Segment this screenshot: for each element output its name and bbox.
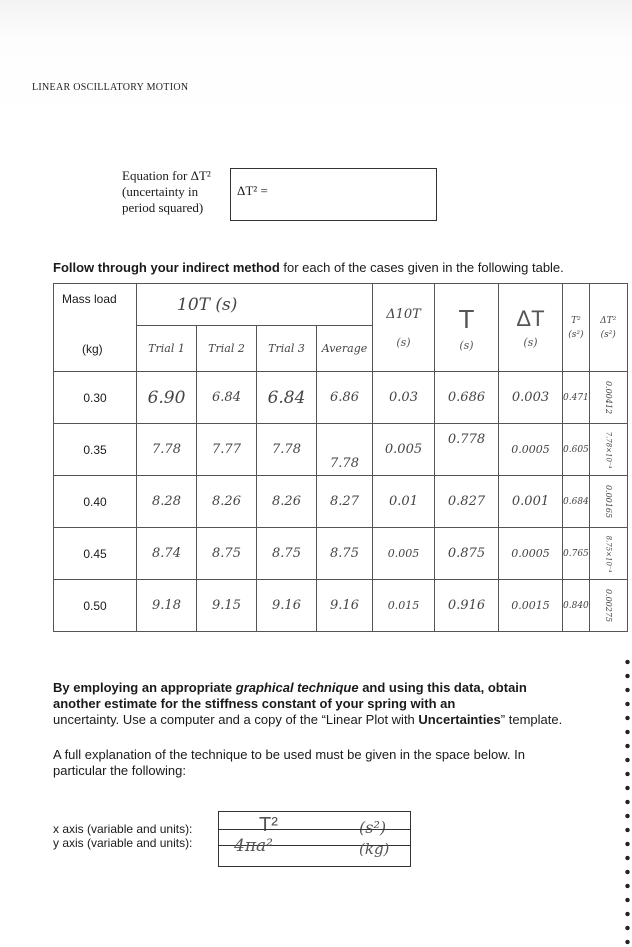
header-delta-T [499,284,563,372]
header-10T: 10T (s) [137,284,373,326]
equation-box-text: ΔT² = [237,183,268,198]
T2-cell: 0.684 [563,476,590,528]
trial-2-cell: 7.77 [197,424,257,476]
delta-10T-cell: 0.015 [373,580,435,632]
delta-10T-cell: 0.005 [373,528,435,580]
delta-T2-unit: (s²) [600,329,616,340]
equation-box[interactable] [230,168,437,221]
delta-T2-cell [589,476,627,528]
trial-3-cell: 7.78 [257,424,317,476]
x-axis-units: (s²) [359,818,387,837]
mass-cell: 0.40 [54,476,137,528]
T-cell: 0.827 [435,476,499,528]
table-row [54,580,628,632]
trial-1-cell: 9.18 [137,580,197,632]
T-unit: (s) [459,338,474,352]
mass-cell: 0.35 [54,424,137,476]
header-delta-T2 [589,284,627,372]
para1-bold: Uncertainties [418,712,501,727]
average-cell: 8.27 [317,476,373,528]
delta-T2-value: 7.78×10⁻⁴ [604,431,613,468]
header-mass-load [54,284,137,372]
delta-T2-value: 0.00275 [603,588,613,622]
para1-part3: uncertainty. Use a computer and a copy of the “Linear Plot with [53,712,419,727]
header-T2 [563,284,590,372]
x-axis-variable: T² [259,814,278,836]
table-row [54,476,628,528]
table-instruction [53,260,613,275]
average-cell: 9.16 [317,580,373,632]
T2-label: T² [571,315,581,326]
T-cell: 0.686 [435,372,499,424]
delta-T-cell: 0.001 [499,476,563,528]
header-T [435,284,499,372]
table-row [54,424,628,476]
instruction-rest: for each of the cases given in the following table. [279,260,564,275]
average-cell: 7.78 [317,424,373,476]
trial-1-cell: 8.28 [137,476,197,528]
trial-3-cell: 8.75 [257,528,317,580]
T-cell: 0.875 [435,528,499,580]
delta-T-unit: (s) [523,336,538,349]
T2-cell: 0.471 [563,372,590,424]
header-trial-3: Trial 3 [257,326,317,372]
T2-cell: 0.840 [563,580,590,632]
average-cell: 6.86 [317,372,373,424]
T2-cell: 0.765 [563,528,590,580]
delta-T2-value: 0.00165 [603,484,613,518]
data-table [53,283,628,632]
y-axis-label: y axis (variable and units): [53,836,193,850]
notebook-spiral-binding [625,655,630,947]
mass-cell: 0.45 [54,528,137,580]
T-cell: 0.778 [435,424,499,476]
trial-3-cell: 8.26 [257,476,317,528]
delta-T-cell: 0.003 [499,372,563,424]
para1-italic: graphical technique [235,680,359,695]
delta-T2-label: ΔT² [600,315,617,326]
explanation-paragraph: A full explanation of the technique to be used must be given in the space below. In particular the following: [53,747,525,778]
header-trial-1: Trial 1 [137,326,197,372]
y-axis-units: (kg) [359,840,390,858]
trial-2-cell: 6.84 [197,372,257,424]
T-label: T [458,303,475,334]
trial-1-cell: 6.90 [137,372,197,424]
header-trial-2: Trial 2 [197,326,257,372]
para1-part1: By employing an appropriate [53,680,236,695]
delta-T2-value: 0.00412 [603,380,613,414]
mass-unit-label: (kg) [82,342,103,356]
delta-10T-label: Δ10T [386,306,421,322]
header-title: LINEAR OSCILLATORY MOTION [32,82,189,93]
delta-T-label: ΔT [516,306,545,331]
delta-10T-cell: 0.01 [373,476,435,528]
trial-1-cell: 8.74 [137,528,197,580]
y-axis-box[interactable] [218,829,411,867]
delta-T2-cell [589,528,627,580]
mass-cell: 0.50 [54,580,137,632]
para1-part4: ” template. [500,712,563,727]
table-row [54,528,628,580]
para1-part2: and using this data, obtain another estimate for the stiffness constant of your spring with an [53,680,527,711]
delta-T-cell: 0.0005 [499,424,563,476]
trial-2-cell: 8.26 [197,476,257,528]
average-cell: 8.75 [317,528,373,580]
delta-T2-cell [589,580,627,632]
T-cell: 0.916 [435,580,499,632]
table-row [54,372,628,424]
header-average: Average [317,326,373,372]
delta-10T-cell: 0.005 [373,424,435,476]
instruction-bold: Follow through your indirect method [53,260,280,275]
delta-10T-cell: 0.03 [373,372,435,424]
mass-load-label: Mass load [62,292,117,306]
trial-1-cell: 7.78 [137,424,197,476]
delta-T2-cell [589,424,627,476]
T2-cell: 0.605 [563,424,590,476]
header-delta-10T [373,284,435,372]
x-axis-label: x axis (variable and units): [53,822,193,836]
delta-T2-cell [589,372,627,424]
delta-T2-value: 8.75×10⁻⁴ [604,535,613,572]
trial-3-cell: 9.16 [257,580,317,632]
trial-3-cell: 6.84 [257,372,317,424]
delta-T-cell: 0.0005 [499,528,563,580]
T2-unit: (s²) [568,329,584,340]
y-axis-variable: 4πa² [234,836,273,856]
page-header [32,82,188,93]
equation-label: Equation for ΔT² (uncertainty in period squared) [122,168,211,215]
trial-2-cell: 9.15 [197,580,257,632]
delta-T-cell: 0.0015 [499,580,563,632]
delta-10T-unit: (s) [396,335,411,349]
graphical-technique-paragraph [53,680,573,728]
trial-2-cell: 8.75 [197,528,257,580]
mass-cell: 0.30 [54,372,137,424]
